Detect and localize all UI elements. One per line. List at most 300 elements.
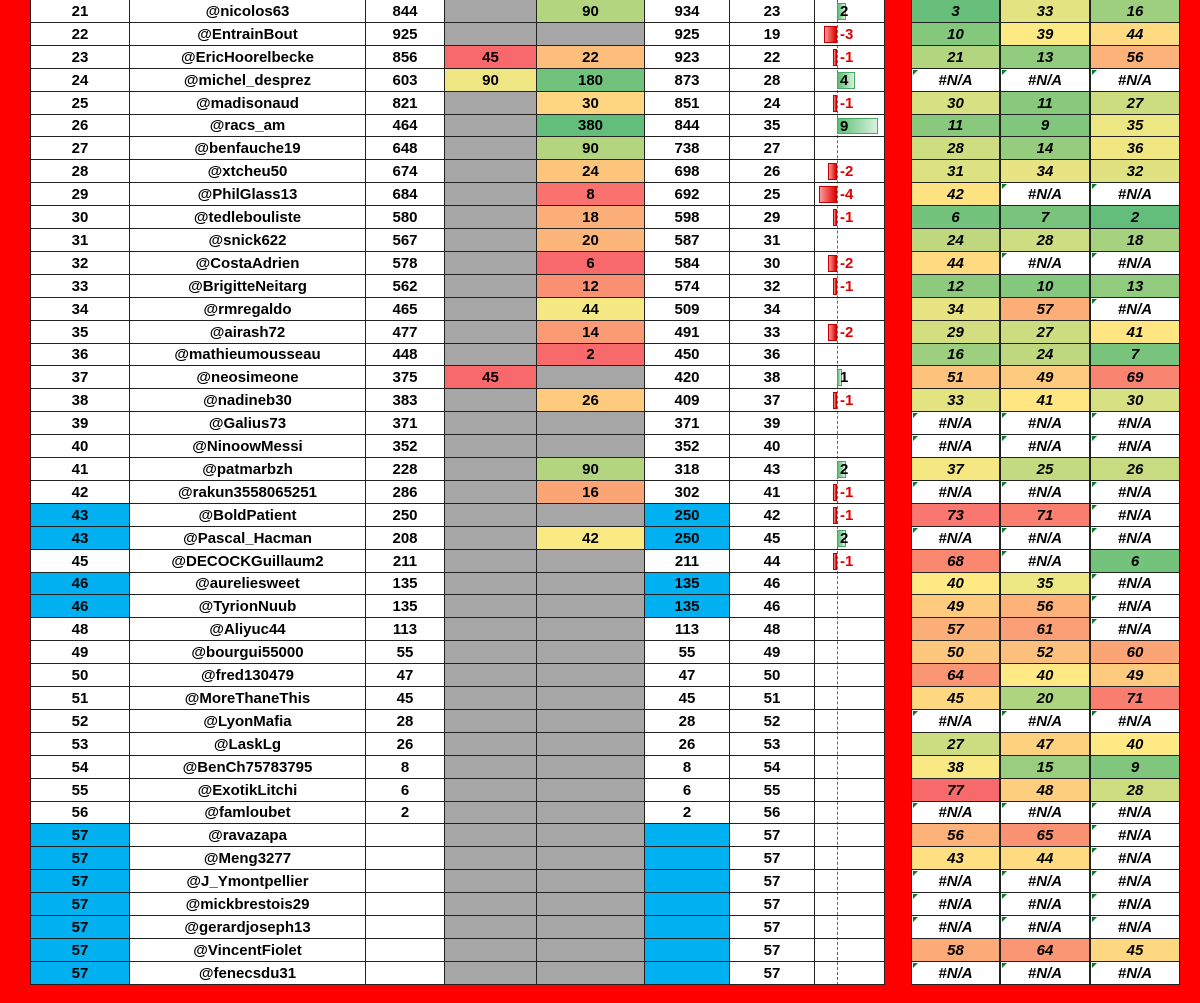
rank-history-cell: #N/A <box>1000 435 1090 458</box>
player-name-cell[interactable]: @BoldPatient <box>130 504 366 527</box>
rank-change-cell <box>815 527 885 550</box>
rank-cell: 57 <box>30 939 130 962</box>
points-cell: 477 <box>366 321 445 344</box>
total-points-cell: 28 <box>645 710 730 733</box>
rank-history-cell: #N/A <box>1090 847 1180 870</box>
total-points-cell <box>645 870 730 893</box>
bonus-two-cell: 18 <box>537 206 645 229</box>
previous-rank-cell: 33 <box>730 321 815 344</box>
bonus-two-cell: 6 <box>537 252 645 275</box>
rank-change-cell <box>815 664 885 687</box>
player-name-cell[interactable]: @rakun3558065251 <box>130 481 366 504</box>
rank-change-cell <box>815 870 885 893</box>
points-cell: 135 <box>366 573 445 595</box>
total-points-cell: 113 <box>645 618 730 641</box>
rank-change-cell <box>815 298 885 321</box>
rank-history-cell: 28 <box>1000 229 1090 252</box>
rank-history-cell: #N/A <box>1000 802 1090 824</box>
rank-history-cell: #N/A <box>1000 916 1090 939</box>
bonus-two-cell <box>537 870 645 893</box>
rank-history-cell: 49 <box>911 595 1000 618</box>
total-points-cell <box>645 916 730 939</box>
total-points-cell: 934 <box>645 0 730 23</box>
rank-history-cell: #N/A <box>911 802 1000 824</box>
player-name-cell[interactable]: @ExotikLitchi <box>130 779 366 802</box>
bonus-one-cell <box>445 344 537 366</box>
player-name-cell[interactable]: @madisonaud <box>130 92 366 115</box>
previous-rank-cell: 48 <box>730 618 815 641</box>
rank-history-cell: 64 <box>911 664 1000 687</box>
rank-history-cell: 20 <box>1000 687 1090 710</box>
bonus-two-cell: 42 <box>537 527 645 550</box>
total-points-cell <box>645 824 730 847</box>
rank-cell: 51 <box>30 687 130 710</box>
player-name-cell[interactable]: @EntrainBout <box>130 23 366 46</box>
player-name-cell[interactable]: @tedlebouliste <box>130 206 366 229</box>
rank-history-cell: #N/A <box>1000 412 1090 435</box>
player-name-cell[interactable]: @fred130479 <box>130 664 366 687</box>
bonus-one-cell: 45 <box>445 46 537 69</box>
bonus-one-cell <box>445 23 537 46</box>
points-cell: 28 <box>366 710 445 733</box>
rank-history-cell: #N/A <box>1000 183 1090 206</box>
rank-history-cell: 64 <box>1000 939 1090 962</box>
bonus-one-cell <box>445 229 537 252</box>
total-points-cell: 26 <box>645 733 730 756</box>
rank-history-cell: 38 <box>911 756 1000 779</box>
rank-history-cell: #N/A <box>1090 573 1180 595</box>
rank-history-cell: 35 <box>1000 573 1090 595</box>
total-points-cell: 211 <box>645 550 730 573</box>
bonus-two-cell <box>537 779 645 802</box>
bonus-one-cell <box>445 893 537 916</box>
rank-history-cell: 45 <box>911 687 1000 710</box>
points-cell <box>366 916 445 939</box>
player-name-cell[interactable]: @Pascal_Hacman <box>130 527 366 550</box>
bonus-two-cell <box>537 412 645 435</box>
rank-cell: 24 <box>30 69 130 92</box>
rank-change-cell <box>815 824 885 847</box>
bonus-one-cell <box>445 687 537 710</box>
bonus-one-cell <box>445 870 537 893</box>
total-points-cell: 844 <box>645 115 730 137</box>
previous-rank-cell: 57 <box>730 847 815 870</box>
player-name-cell[interactable]: @nicolos63 <box>130 0 366 23</box>
rank-cell: 25 <box>30 92 130 115</box>
total-points-cell: 135 <box>645 573 730 595</box>
rank-history-cell: 37 <box>911 458 1000 481</box>
bonus-one-cell <box>445 504 537 527</box>
bonus-one-cell <box>445 252 537 275</box>
rank-cell: 57 <box>30 962 130 985</box>
points-cell: 286 <box>366 481 445 504</box>
previous-rank-cell: 56 <box>730 802 815 824</box>
rank-change-cell <box>815 687 885 710</box>
player-name-cell[interactable]: @NinoowMessi <box>130 435 366 458</box>
player-name-cell[interactable]: @BenCh75783795 <box>130 756 366 779</box>
bonus-two-cell <box>537 664 645 687</box>
previous-rank-cell: 30 <box>730 252 815 275</box>
rank-change-bar <box>833 484 838 501</box>
rank-history-cell: 24 <box>1000 344 1090 366</box>
rank-history-cell: 49 <box>1090 664 1180 687</box>
total-points-cell <box>645 939 730 962</box>
points-cell: 26 <box>366 733 445 756</box>
bonus-one-cell <box>445 573 537 595</box>
rank-history-cell: 28 <box>1090 779 1180 802</box>
previous-rank-cell: 24 <box>730 92 815 115</box>
player-name-cell[interactable]: @ravazapa <box>130 824 366 847</box>
points-cell <box>366 870 445 893</box>
rank-history-cell: #N/A <box>911 435 1000 458</box>
previous-rank-cell: 49 <box>730 641 815 664</box>
rank-cell: 39 <box>30 412 130 435</box>
previous-rank-cell: 57 <box>730 916 815 939</box>
player-name-cell[interactable]: @nadineb30 <box>130 389 366 412</box>
rank-history-cell: 12 <box>911 275 1000 298</box>
rank-history-cell: #N/A <box>1090 183 1180 206</box>
bonus-one-cell: 45 <box>445 366 537 389</box>
rank-history-cell: #N/A <box>911 893 1000 916</box>
player-name-cell[interactable]: @J_Ymontpellier <box>130 870 366 893</box>
rank-history-cell: #N/A <box>1090 412 1180 435</box>
rank-change-value: -1 <box>840 507 854 524</box>
total-points-cell: 55 <box>645 641 730 664</box>
rank-cell: 33 <box>30 275 130 298</box>
points-cell: 821 <box>366 92 445 115</box>
player-name-cell[interactable]: @michel_desprez <box>130 69 366 92</box>
rank-history-cell: 13 <box>1090 275 1180 298</box>
rank-history-cell: 14 <box>1000 137 1090 160</box>
rank-history-cell: 40 <box>1000 664 1090 687</box>
total-points-cell <box>645 847 730 870</box>
rank-change-bar <box>833 553 838 570</box>
bonus-two-cell: 30 <box>537 92 645 115</box>
player-name-cell[interactable]: @BrigitteNeitarg <box>130 275 366 298</box>
bonus-two-cell: 2 <box>537 344 645 366</box>
points-cell: 648 <box>366 137 445 160</box>
player-name-cell[interactable]: @MoreThaneThis <box>130 687 366 710</box>
bonus-one-cell <box>445 435 537 458</box>
rank-history-cell: 57 <box>911 618 1000 641</box>
total-points-cell: 587 <box>645 229 730 252</box>
previous-rank-cell: 26 <box>730 160 815 183</box>
rank-history-cell: 3 <box>911 0 1000 23</box>
rank-change-cell <box>815 733 885 756</box>
bonus-two-cell: 26 <box>537 389 645 412</box>
total-points-cell: 698 <box>645 160 730 183</box>
points-cell: 250 <box>366 504 445 527</box>
rank-history-cell: 7 <box>1090 344 1180 366</box>
bonus-two-cell <box>537 435 645 458</box>
rank-change-value: -2 <box>840 324 854 341</box>
bonus-one-cell <box>445 847 537 870</box>
bonus-one-cell <box>445 137 537 160</box>
rank-history-cell: #N/A <box>1090 962 1180 985</box>
rank-history-cell: 32 <box>1090 160 1180 183</box>
rank-change-value: 1 <box>840 369 849 386</box>
bonus-two-cell <box>537 802 645 824</box>
rank-cell: 46 <box>30 573 130 595</box>
rank-history-cell: #N/A <box>1090 481 1180 504</box>
points-cell: 603 <box>366 69 445 92</box>
previous-rank-cell: 36 <box>730 344 815 366</box>
rank-history-cell: 60 <box>1090 641 1180 664</box>
player-name-cell[interactable]: @rmregaldo <box>130 298 366 321</box>
previous-rank-cell: 44 <box>730 550 815 573</box>
rank-history-cell: #N/A <box>1090 802 1180 824</box>
rank-history-cell: 30 <box>1090 389 1180 412</box>
rank-history-cell: 41 <box>1000 389 1090 412</box>
rank-cell: 54 <box>30 756 130 779</box>
player-name-cell[interactable]: @xtcheu50 <box>130 160 366 183</box>
bonus-two-cell <box>537 23 645 46</box>
rank-history-cell: #N/A <box>1090 893 1180 916</box>
bonus-one-cell: 90 <box>445 69 537 92</box>
total-points-cell: 302 <box>645 481 730 504</box>
points-cell <box>366 824 445 847</box>
rank-change-cell <box>815 939 885 962</box>
player-name-cell[interactable]: @aureliesweet <box>130 573 366 595</box>
bonus-two-cell: 12 <box>537 275 645 298</box>
bonus-two-cell <box>537 618 645 641</box>
player-name-cell[interactable]: @DECOCKGuillaum2 <box>130 550 366 573</box>
total-points-cell: 692 <box>645 183 730 206</box>
player-name-cell[interactable]: @gerardjoseph13 <box>130 916 366 939</box>
previous-rank-cell: 52 <box>730 710 815 733</box>
rank-history-cell: #N/A <box>1000 710 1090 733</box>
player-name-cell[interactable]: @mathieumousseau <box>130 344 366 366</box>
rank-history-cell: 33 <box>1000 0 1090 23</box>
bonus-two-cell: 20 <box>537 229 645 252</box>
rank-history-cell: 33 <box>911 389 1000 412</box>
rank-history-cell: 9 <box>1000 115 1090 137</box>
rank-change-cell <box>815 137 885 160</box>
rank-change-cell <box>815 847 885 870</box>
rank-change-value: 2 <box>840 3 849 20</box>
rank-history-cell: 25 <box>1000 458 1090 481</box>
rank-cell: 31 <box>30 229 130 252</box>
rank-history-cell: #N/A <box>1090 595 1180 618</box>
rank-history-cell: 21 <box>911 46 1000 69</box>
player-name-cell[interactable]: @LaskLg <box>130 733 366 756</box>
previous-rank-cell: 38 <box>730 366 815 389</box>
player-name-cell[interactable]: @TyrionNuub <box>130 595 366 618</box>
rank-cell: 38 <box>30 389 130 412</box>
points-cell: 464 <box>366 115 445 137</box>
points-cell: 211 <box>366 550 445 573</box>
rank-history-cell: 73 <box>911 504 1000 527</box>
points-cell: 580 <box>366 206 445 229</box>
rank-history-cell: 7 <box>1000 206 1090 229</box>
player-name-cell[interactable]: @neosimeone <box>130 366 366 389</box>
bonus-two-cell: 24 <box>537 160 645 183</box>
rank-change-bar <box>828 255 837 272</box>
points-cell: 448 <box>366 344 445 366</box>
rank-history-cell: #N/A <box>1090 527 1180 550</box>
total-points-cell: 738 <box>645 137 730 160</box>
player-name-cell[interactable]: @snick622 <box>130 229 366 252</box>
player-name-cell[interactable]: @Aliyuc44 <box>130 618 366 641</box>
rank-cell: 41 <box>30 458 130 481</box>
rank-cell: 37 <box>30 366 130 389</box>
bonus-one-cell <box>445 733 537 756</box>
total-points-cell: 925 <box>645 23 730 46</box>
bonus-two-cell <box>537 916 645 939</box>
previous-rank-cell: 28 <box>730 69 815 92</box>
rank-history-cell: 77 <box>911 779 1000 802</box>
player-name-cell[interactable]: @PhilGlass13 <box>130 183 366 206</box>
rank-history-cell: 56 <box>1000 595 1090 618</box>
total-points-cell: 135 <box>645 595 730 618</box>
rank-history-cell: 15 <box>1000 756 1090 779</box>
previous-rank-cell: 27 <box>730 137 815 160</box>
rank-history-cell: #N/A <box>911 710 1000 733</box>
bonus-one-cell <box>445 802 537 824</box>
points-cell <box>366 893 445 916</box>
player-name-cell[interactable]: @EricHoorelbecke <box>130 46 366 69</box>
rank-history-cell: #N/A <box>911 870 1000 893</box>
rank-history-cell: 61 <box>1000 618 1090 641</box>
bonus-one-cell <box>445 92 537 115</box>
rank-history-cell: 27 <box>1090 92 1180 115</box>
rank-cell: 43 <box>30 504 130 527</box>
rank-history-cell: 40 <box>911 573 1000 595</box>
bonus-two-cell <box>537 641 645 664</box>
previous-rank-cell: 31 <box>730 229 815 252</box>
player-name-cell[interactable]: @mickbrestois29 <box>130 893 366 916</box>
player-name-cell[interactable]: @racs_am <box>130 115 366 137</box>
bonus-one-cell <box>445 160 537 183</box>
player-name-cell[interactable]: @VincentFiolet <box>130 939 366 962</box>
player-name-cell[interactable]: @Meng3277 <box>130 847 366 870</box>
rank-history-cell: 11 <box>1000 92 1090 115</box>
rank-change-cell <box>815 573 885 595</box>
rank-history-cell: 57 <box>1000 298 1090 321</box>
rank-change-cell <box>815 229 885 252</box>
player-name-cell[interactable]: @famloubet <box>130 802 366 824</box>
rank-history-cell: 28 <box>911 137 1000 160</box>
rank-history-cell: 39 <box>1000 23 1090 46</box>
rank-history-cell: 31 <box>911 160 1000 183</box>
bonus-one-cell <box>445 321 537 344</box>
rank-change-cell <box>815 595 885 618</box>
bonus-one-cell <box>445 962 537 985</box>
rank-history-cell: 26 <box>1090 458 1180 481</box>
rank-change-cell <box>815 756 885 779</box>
rank-change-bar <box>833 95 838 112</box>
previous-rank-cell: 19 <box>730 23 815 46</box>
rank-history-cell: #N/A <box>911 412 1000 435</box>
rank-cell: 40 <box>30 435 130 458</box>
previous-rank-cell: 32 <box>730 275 815 298</box>
rank-history-cell: 52 <box>1000 641 1090 664</box>
rank-change-value: -1 <box>840 95 854 112</box>
points-cell: 925 <box>366 23 445 46</box>
bonus-two-cell <box>537 824 645 847</box>
rank-change-cell <box>815 618 885 641</box>
bonus-one-cell <box>445 115 537 137</box>
bonus-one-cell <box>445 618 537 641</box>
rank-change-value: 9 <box>840 117 849 135</box>
bonus-one-cell <box>445 756 537 779</box>
rank-history-cell: 34 <box>1000 160 1090 183</box>
points-cell: 6 <box>366 779 445 802</box>
rank-history-cell: 36 <box>1090 137 1180 160</box>
rank-history-cell: 16 <box>911 344 1000 366</box>
bonus-two-cell: 16 <box>537 481 645 504</box>
total-points-cell: 250 <box>645 504 730 527</box>
player-name-cell[interactable]: @benfauche19 <box>130 137 366 160</box>
rank-change-value: 2 <box>840 461 849 478</box>
total-points-cell: 371 <box>645 412 730 435</box>
player-name-cell[interactable]: @CostaAdrien <box>130 252 366 275</box>
player-name-cell[interactable]: @LyonMafia <box>130 710 366 733</box>
rank-cell: 30 <box>30 206 130 229</box>
rank-cell: 45 <box>30 550 130 573</box>
bonus-one-cell <box>445 595 537 618</box>
previous-rank-cell: 37 <box>730 389 815 412</box>
player-name-cell[interactable]: @bourgui55000 <box>130 641 366 664</box>
bonus-one-cell <box>445 481 537 504</box>
rank-change-cell <box>815 893 885 916</box>
rank-cell: 57 <box>30 916 130 939</box>
rank-history-cell: 71 <box>1090 687 1180 710</box>
points-cell: 562 <box>366 275 445 298</box>
previous-rank-cell: 57 <box>730 870 815 893</box>
player-name-cell[interactable]: @patmarbzh <box>130 458 366 481</box>
rank-change-bar <box>819 186 837 203</box>
rank-history-cell: #N/A <box>1090 618 1180 641</box>
rank-history-cell: 34 <box>911 298 1000 321</box>
previous-rank-cell: 23 <box>730 0 815 23</box>
bonus-two-cell <box>537 962 645 985</box>
bonus-two-cell <box>537 595 645 618</box>
bonus-two-cell <box>537 756 645 779</box>
points-cell: 228 <box>366 458 445 481</box>
rank-change-value: 4 <box>840 72 849 89</box>
rank-history-cell: 30 <box>911 92 1000 115</box>
player-name-cell[interactable]: @Galius73 <box>130 412 366 435</box>
rank-change-cell <box>815 710 885 733</box>
rank-change-bar <box>833 209 838 226</box>
bonus-two-cell <box>537 573 645 595</box>
player-name-cell[interactable]: @airash72 <box>130 321 366 344</box>
rank-history-cell: 40 <box>1090 733 1180 756</box>
total-points-cell: 45 <box>645 687 730 710</box>
points-cell: 8 <box>366 756 445 779</box>
points-cell: 856 <box>366 46 445 69</box>
bonus-one-cell <box>445 389 537 412</box>
previous-rank-cell: 51 <box>730 687 815 710</box>
rank-change-cell <box>815 366 885 389</box>
rank-history-cell: 44 <box>1000 847 1090 870</box>
bonus-one-cell <box>445 824 537 847</box>
bonus-two-cell <box>537 550 645 573</box>
rank-history-cell: 51 <box>911 366 1000 389</box>
bonus-one-cell <box>445 939 537 962</box>
rank-history-cell: 45 <box>1090 939 1180 962</box>
player-name-cell[interactable]: @fenecsdu31 <box>130 962 366 985</box>
bonus-two-cell: 8 <box>537 183 645 206</box>
rank-change-bar <box>824 26 838 43</box>
rank-history-cell: #N/A <box>911 962 1000 985</box>
previous-rank-cell: 39 <box>730 412 815 435</box>
rank-history-cell: 6 <box>1090 550 1180 573</box>
rank-history-cell: #N/A <box>1090 298 1180 321</box>
bonus-two-cell <box>537 504 645 527</box>
rank-history-cell: 18 <box>1090 229 1180 252</box>
